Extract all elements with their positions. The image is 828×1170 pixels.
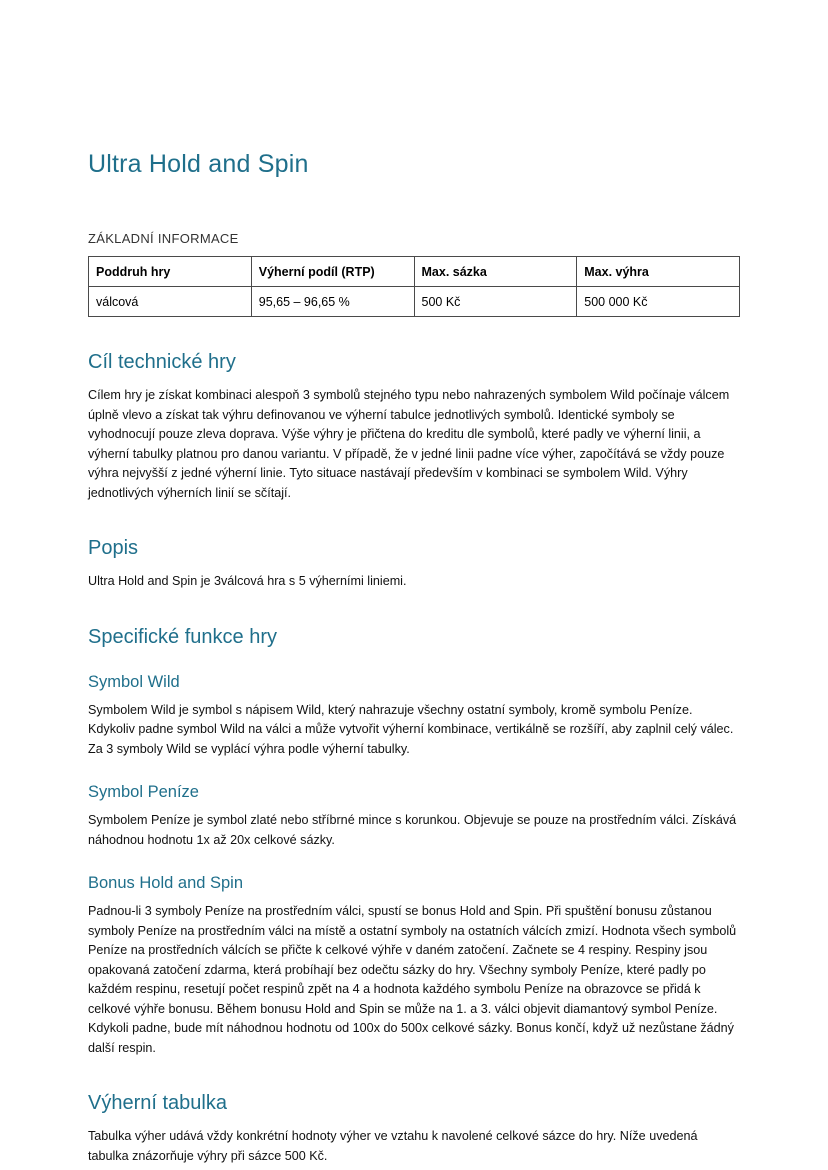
table-cell: 500 000 Kč bbox=[577, 287, 740, 317]
table-header-cell: Max. sázka bbox=[414, 257, 577, 287]
section-heading-bonus-hold-and-spin: Bonus Hold and Spin bbox=[88, 874, 244, 893]
section-heading-popis: Popis bbox=[88, 537, 139, 560]
section-paragraph: Symbolem Peníze je symbol zlaté nebo stříbrné mince s korunkou. Objevuje se pouze na prostředním válci. Získává náhodnou hodnotu 1x až 20x celkové sázky. bbox=[88, 813, 737, 847]
section-paragraph: Cílem hry je získat kombinaci alespoň 3 symbolů stejného typu nebo nahrazených symbolem Wild počínaje válcem úplně vlevo a získat tak výhru definovanou ve výherní tabulce jednotlivých symbolů. Identické symboly se vyhodnocují pouze zleva doprava. Výše výhry je přičtena do kreditu dle symbolů, které padly ve výherní linii, a výherní tabulky platnou pro danou variantu. V případě, že v jedné linii padne více výher, započítává se vždy pouze výhra nejvyšší z jedné výherní linie. Tyto situace nastávají především v kombinaci se symbolem Wild. Výhry jednotlivých výherních linií se sčítají. bbox=[88, 388, 730, 500]
table-header-cell: Poddruh hry bbox=[89, 257, 252, 287]
section-paragraph: Tabulka výher udává vždy konkrétní hodnoty výher ve vztahu k navolené celkové sázce do hry. Níže uvedená tabulka znázorňuje výhry při sázce 500 Kč. bbox=[88, 1129, 698, 1163]
section-heading-vyherni-tabulka: Výherní tabulka bbox=[88, 1092, 227, 1115]
basic-info-table bbox=[88, 256, 740, 317]
section-heading-cil-technicke-hry: Cíl technické hry bbox=[88, 351, 236, 373]
table-cell: 95,65 – 96,65 % bbox=[251, 287, 414, 317]
table-header-cell: Max. výhra bbox=[577, 257, 740, 287]
table-cell: 500 Kč bbox=[414, 287, 577, 317]
section-heading-specificke-funkce-hry: Specifické funkce hry bbox=[88, 625, 277, 648]
table-header-row bbox=[89, 257, 740, 287]
section-heading-symbol-wild: Symbol Wild bbox=[88, 672, 180, 691]
section-paragraph: Ultra Hold and Spin je 3válcová hra s 5 výherními liniemi. bbox=[88, 574, 407, 589]
section-paragraph: Symbolem Wild je symbol s nápisem Wild, který nahrazuje všechny ostatní symboly, kromě symbolu Peníze. Kdykoliv padne symbol Wild na válci a může vytvořit výherní kombinace, vertikálně se rozšíří, aby zaplnil celý válec. Za 3 symboly Wild se vyplácí výhra podle výherní tabulky. bbox=[88, 702, 734, 756]
page-title: Ultra Hold and Spin bbox=[88, 150, 309, 178]
table-header-cell: Výherní podíl (RTP) bbox=[251, 257, 414, 287]
table-row bbox=[89, 287, 740, 317]
section-heading-symbol-penize: Symbol Peníze bbox=[88, 783, 199, 802]
table-cell: válcová bbox=[89, 287, 252, 317]
section-paragraph: Padnou-li 3 symboly Peníze na prostředním válci, spustí se bonus Hold and Spin. Při spuštění bonusu zůstanou symboly Peníze na prostředním válci na místě a ostatní symboly na ostatních válcích zmizí. Hodnota všech symbolů Peníze na prostředních válcích se přičte k celkové výhře v daném zatočení. Začnete se 4 respiny. Respiny jsou opakovaná zatočení zdarma, která probíhají bez odečtu sázky do hry. Všechny symboly Peníze, které padly po každém respinu, resetují počet respinů zpět na 4 a hodnota každého symbolu Peníze na obrazovce se přidá k celkové výhře bonusu. Během bonusu Hold and Spin se může na 1. a 3. válci objevit diamantový symbol Peníze. Kdykoli padne, bude mít náhodnou hodnotu od 100x do 500x celkové sázky. Bonus končí, když už nezůstane žádný další respin. bbox=[88, 904, 737, 1055]
basic-info-label: ZÁKLADNÍ INFORMACE bbox=[88, 231, 239, 246]
